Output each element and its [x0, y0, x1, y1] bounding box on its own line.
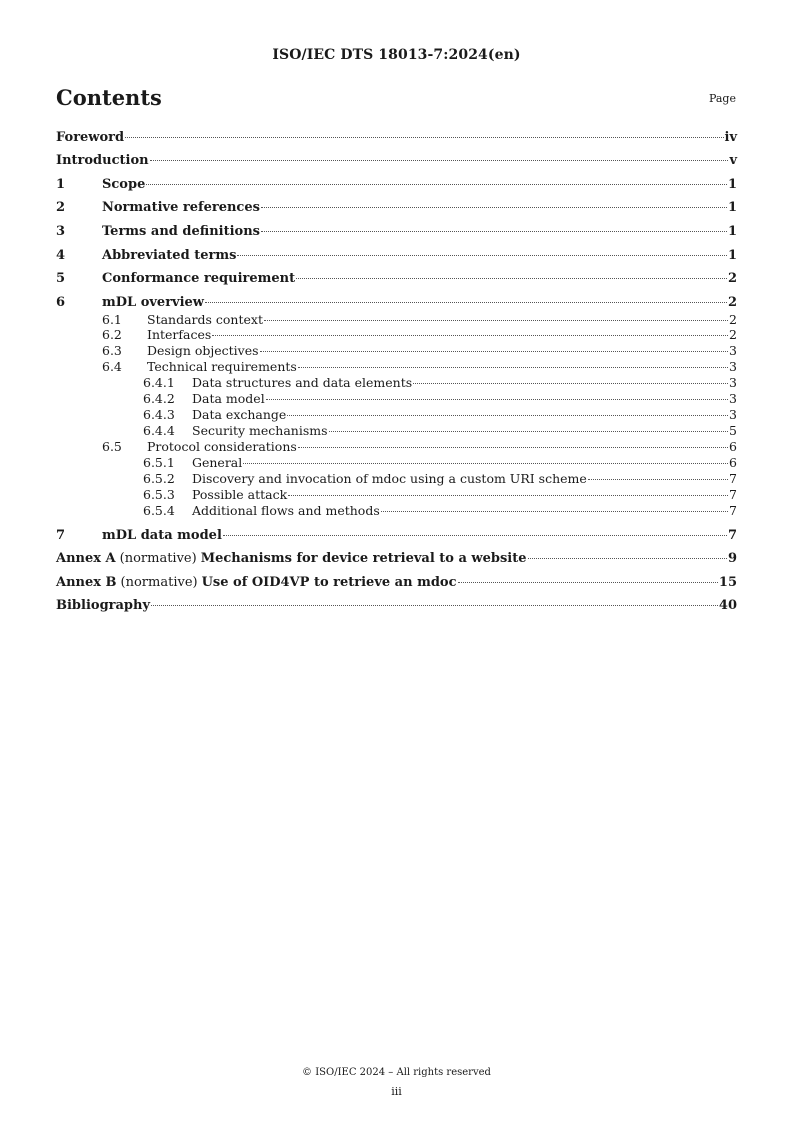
toc-entry-page: 7 — [729, 471, 737, 486]
toc-entry-title: Standards context — [147, 312, 263, 327]
dot-leader — [264, 320, 728, 321]
toc-entry-title: Scope — [102, 177, 146, 192]
toc-entry-title: Security mechanisms — [192, 423, 328, 438]
toc-entry-page: 1 — [727, 248, 737, 263]
annex-type: (normative) — [120, 575, 198, 590]
toc-entry-page: 2 — [727, 295, 737, 310]
dot-leader — [223, 535, 727, 536]
toc-entry-security-mechanisms[interactable] — [56, 424, 737, 438]
annex-label: Annex B — [56, 575, 117, 590]
document-id-header: ISO/IEC DTS 18013-7:2024(en) — [272, 47, 521, 63]
toc-entry-number: 6.5.2 — [143, 471, 175, 486]
toc-entry-title: Data exchange — [192, 407, 287, 422]
toc-entry-number: 1 — [56, 177, 66, 192]
toc-entry-page: 15 — [718, 575, 737, 590]
toc-entry-terms-and-definitions[interactable] — [56, 225, 737, 239]
toc-entry-number: 6.2 — [102, 327, 122, 342]
toc-entry-number: 2 — [56, 200, 66, 215]
toc-entry-bibliography[interactable] — [56, 599, 737, 613]
dot-leader — [298, 367, 728, 368]
toc-entry-title: Additional flows and methods — [192, 503, 380, 518]
toc-entry-scope[interactable] — [56, 178, 737, 192]
toc-entry-title: Possible attack — [192, 487, 288, 502]
toc-entry-page: 1 — [727, 224, 737, 239]
toc-entry-title: Interfaces — [147, 327, 212, 342]
toc-entry-page: 6 — [729, 439, 737, 454]
toc-entry-page: 3 — [729, 343, 737, 358]
page-number: iii — [391, 1085, 402, 1098]
dot-leader — [298, 447, 728, 448]
toc-entry-normative-references[interactable] — [56, 201, 737, 215]
toc-entry-page: 1 — [727, 200, 737, 215]
toc-entry-title: Bibliography — [56, 598, 151, 613]
toc-entry-page: 40 — [718, 598, 737, 613]
dot-leader — [260, 351, 728, 352]
dot-leader — [237, 255, 727, 256]
toc-entry-title: Conformance requirement — [102, 271, 296, 286]
toc-entry-page: 2 — [729, 327, 737, 342]
toc-entry-number: 6.4 — [102, 359, 122, 374]
toc-entry-number: 6.5.3 — [143, 487, 175, 502]
toc-entry-title: mDL overview — [102, 295, 204, 310]
toc-entry-title: Data model — [192, 391, 265, 406]
toc-entry-annex-b[interactable] — [56, 576, 737, 590]
toc-entry-title: Protocol considerations — [147, 439, 297, 454]
toc-entry-number: 6.5 — [102, 439, 122, 454]
toc-entry-title: Mechanisms for device retrieval to a website — [200, 551, 527, 566]
toc-entry-data-structures[interactable] — [56, 376, 737, 390]
toc-entry-page: 7 — [729, 487, 737, 502]
toc-entry-introduction[interactable] — [56, 154, 737, 168]
dot-leader — [243, 463, 728, 464]
toc-entry-page: 6 — [729, 455, 737, 470]
toc-entry-title: Foreword — [56, 130, 125, 145]
toc-entry-title: Discovery and invocation of mdoc using a custom URI scheme — [192, 471, 587, 486]
toc-entry-number: 7 — [56, 528, 66, 543]
toc-entry-conformance-requirement[interactable] — [56, 272, 737, 286]
dot-leader — [413, 383, 728, 384]
toc-entry-number: 6.4.3 — [143, 407, 175, 422]
dot-leader — [205, 302, 727, 303]
toc-entry-number: 3 — [56, 224, 66, 239]
toc-entry-number: 6.1 — [102, 312, 122, 327]
toc-entry-page: 3 — [729, 391, 737, 406]
toc-entry-data-exchange[interactable] — [56, 408, 737, 422]
toc-entry-mdl-overview[interactable] — [56, 296, 737, 310]
dot-leader — [151, 605, 718, 606]
toc-entry-number: 5 — [56, 271, 66, 286]
toc-entry-page: 2 — [727, 271, 737, 286]
toc-entry-title: mDL data model — [102, 528, 222, 543]
dot-leader — [212, 335, 728, 336]
dot-leader — [588, 479, 728, 480]
annex-label: Annex A — [56, 551, 116, 566]
toc-entry-title: Abbreviated terms — [102, 248, 237, 263]
toc-entry-general[interactable] — [56, 456, 737, 470]
toc-entry-page: 3 — [729, 359, 737, 374]
toc-entry-additional-flows[interactable] — [56, 504, 737, 518]
toc-entry-protocol-considerations[interactable] — [56, 440, 737, 454]
toc-entry-title: Design objectives — [147, 343, 259, 358]
toc-entry-data-model[interactable] — [56, 392, 737, 406]
dot-leader — [261, 207, 727, 208]
toc-entry-number: 6.4.1 — [143, 375, 175, 390]
toc-entry-title: Technical requirements — [147, 359, 297, 374]
dot-leader — [266, 399, 728, 400]
toc-entry-title: Introduction — [56, 153, 149, 168]
toc-entry-design-objectives[interactable] — [56, 344, 737, 358]
copyright-notice: © ISO/IEC 2024 – All rights reserved — [302, 1067, 491, 1078]
toc-entry-abbreviated-terms[interactable] — [56, 249, 737, 263]
toc-entry-standards-context[interactable] — [56, 313, 737, 327]
toc-entry-page: 7 — [727, 528, 737, 543]
toc-entry-interfaces[interactable] — [56, 328, 737, 342]
dot-leader — [288, 495, 728, 496]
toc-entry-number: 6.5.1 — [143, 455, 175, 470]
toc-entry-page: 9 — [727, 551, 737, 566]
toc-entry-number: 6.3 — [102, 343, 122, 358]
toc-entry-technical-requirements[interactable] — [56, 360, 737, 374]
toc-entry-possible-attack[interactable] — [56, 488, 737, 502]
toc-entry-discovery-and-invocation[interactable] — [56, 472, 737, 486]
toc-entry-page: v — [729, 153, 737, 168]
dot-leader — [125, 137, 723, 138]
toc-entry-number: 6.5.4 — [143, 503, 175, 518]
toc-entry-page: iv — [724, 130, 737, 145]
toc-entry-number: 4 — [56, 248, 66, 263]
annex-type: (normative) — [119, 551, 197, 566]
dot-leader — [528, 558, 727, 559]
toc-entry-page: 2 — [729, 312, 737, 327]
contents-heading: Contents — [56, 85, 162, 110]
toc-entry-title: Normative references — [102, 200, 260, 215]
dot-leader — [150, 160, 729, 161]
toc-entry-number: 6.4.4 — [143, 423, 175, 438]
toc-entry-page: 3 — [729, 375, 737, 390]
toc-entry-title: Data structures and data elements — [192, 375, 413, 390]
toc-entry-number: 6.4.2 — [143, 391, 175, 406]
toc-entry-mdl-data-model[interactable] — [56, 529, 737, 543]
dot-leader — [146, 184, 727, 185]
dot-leader — [458, 582, 718, 583]
toc-entry-number: 6 — [56, 295, 66, 310]
toc-entry-annex-a[interactable] — [56, 552, 737, 566]
page-column-label: Page — [708, 92, 736, 105]
toc-entry-page: 5 — [729, 423, 737, 438]
toc-entry-page: 7 — [729, 503, 737, 518]
dot-leader — [329, 431, 729, 432]
toc-entry-foreword[interactable] — [56, 131, 737, 145]
dot-leader — [287, 415, 728, 416]
toc-entry-page: 3 — [729, 407, 737, 422]
toc-entry-page: 1 — [727, 177, 737, 192]
dot-leader — [296, 278, 727, 279]
dot-leader — [261, 231, 727, 232]
toc-entry-title: Use of OID4VP to retrieve an mdoc — [201, 575, 457, 590]
toc-entry-title: General — [192, 455, 243, 470]
toc-entry-title: Terms and definitions — [102, 224, 260, 239]
dot-leader — [381, 511, 728, 512]
